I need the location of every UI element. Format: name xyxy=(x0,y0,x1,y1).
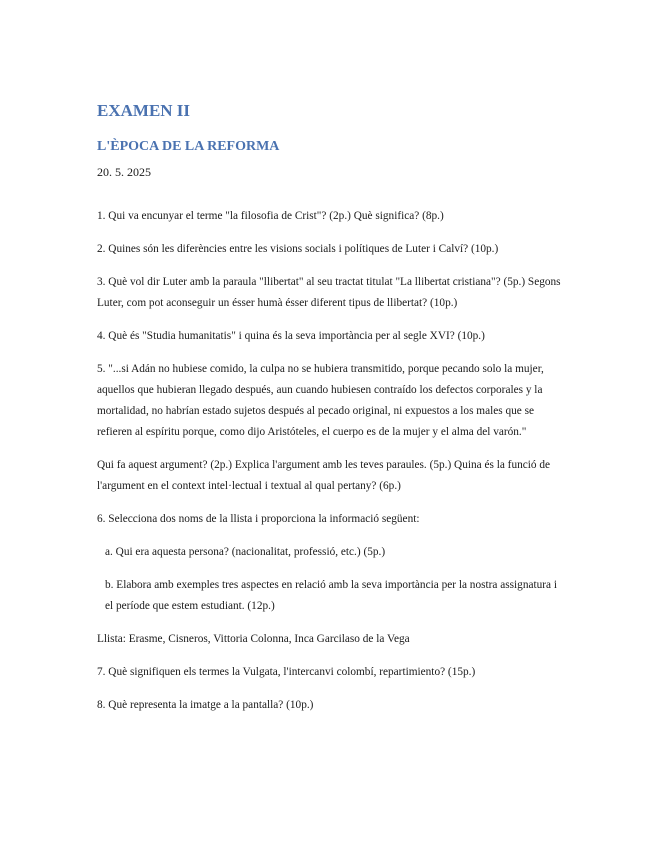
question-6: 6. Selecciona dos noms de la llista i proporciona la informació següent: xyxy=(97,513,420,525)
question-6a: a. Qui era aquesta persona? (nacionalitat, professió, etc.) (5p.) xyxy=(105,546,386,558)
exam-subtitle: L'ÈPOCA DE LA REFORMA xyxy=(97,139,280,154)
question-7: 7. Què signifiquen els termes la Vulgata, l'intercanvi colombí, repartimiento? (15p.) xyxy=(97,666,476,678)
exam-title: EXAMEN II xyxy=(97,101,191,120)
question-8: 8. Què representa la imatge a la pantalla? (10p.) xyxy=(97,699,314,711)
question-6b: b. Elabora amb exemples tres aspectes en relació amb la seva importància per la nostra assignatura i el període que estem estudiant. (12p.) xyxy=(105,579,558,612)
exam-date: 20. 5. 2025 xyxy=(97,165,151,179)
question-1: 1. Qui va encunyar el terme "la filosofia de Crist"? (2p.) Què significa? (8p.) xyxy=(97,210,444,222)
question-2: 2. Quines són les diferències entre les visions socials i polítiques de Luter i Calví? (10p.) xyxy=(97,243,499,255)
question-3: 3. Què vol dir Luter amb la paraula "llibertat" al seu tractat titulat "La llibertat cristiana"? (5p.) Segons Luter, com pot aconseguir un ésser humà ésser diferent tipus de llibertat? (10p.) xyxy=(97,276,561,309)
question-5-quote: 5. "...si Adán no hubiese comido, la culpa no se hubiera transmitido, porque pecando solo la mujer, aquellos que hubieran llegado después, aun cuando hubiesen contraído los defectos corporales y la mortalidad, no habrían estado sujetos después al pecado original, ni expuestos a los males que se refieren al espíritu porque, como dijo Aristóteles, el cuerpo es de la mujer y el alma del varón." xyxy=(97,363,544,438)
question-5-tasks: Qui fa aquest argument? (2p.) Explica l'argument amb les teves paraules. (5p.) Quina és la funció de l'argument en el context intel·lectual i textual al qual pertany? (6p.) xyxy=(97,459,551,492)
question-6-list: Llista: Erasme, Cisneros, Vittoria Colonna, Inca Garcilaso de la Vega xyxy=(97,633,410,645)
question-4: 4. Què és "Studia humanitatis" i quina és la seva importància per al segle XVI? (10p.) xyxy=(97,330,485,342)
exam-questions xyxy=(97,206,567,728)
